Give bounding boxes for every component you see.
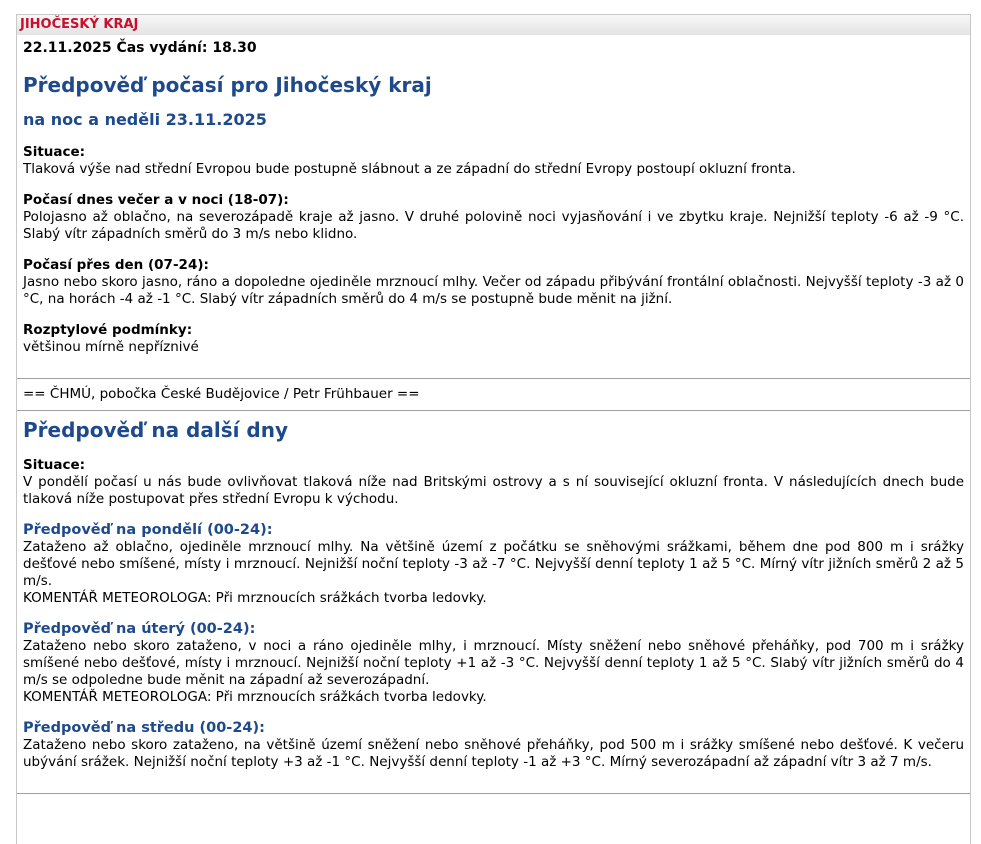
forecast-content xyxy=(17,40,970,794)
wednesday-section xyxy=(23,720,964,771)
next-situation-section xyxy=(23,457,964,508)
tuesday-comment: KOMENTÁŘ METEOROLOGA: Při mrznoucích srážkách tvorba ledovky. xyxy=(23,689,487,705)
day-label: Počasí přes den (07-24): xyxy=(23,257,209,273)
dispersion-text: většinou mírně nepříznivé xyxy=(23,339,199,355)
dispersion-label: Rozptylové podmínky: xyxy=(23,322,193,338)
night-text: Polojasno až oblačno, na severozápadě kraje až jasno. V druhé polovině noci vyjasňování i ve zbytku kraje. Nejnižší teploty -6 až -9 °C. Slabý vítr západních směrů do 3 m/s nebo klidno. xyxy=(23,209,964,242)
wednesday-label: Předpověď na středu (00-24): xyxy=(23,720,265,736)
tuesday-label: Předpověď na úterý (00-24): xyxy=(23,621,256,637)
region-header: JIHOČESKÝ KRAJ xyxy=(17,15,970,35)
forecast-subtitle: na noc a neděli 23.11.2025 xyxy=(23,110,267,129)
situation-section xyxy=(23,144,964,178)
situation-label: Situace: xyxy=(23,144,86,160)
divider xyxy=(17,793,970,794)
night-label: Počasí dnes večer a v noci (18-07): xyxy=(23,192,289,208)
next-situation-label: Situace: xyxy=(23,457,86,473)
next-situation-text: V pondělí počasí u nás bude ovlivňovat tlaková níže nad Britskými ostrovy a s ní související okluzní fronta. V následujících dnech bude tlaková níže postupovat přes střední Evropu k východu. xyxy=(23,474,964,507)
monday-comment: KOMENTÁŘ METEOROLOGA: Při mrznoucích srážkách tvorba ledovky. xyxy=(23,590,487,606)
author-line: == ČHMÚ, pobočka České Budějovice / Petr Frühbauer == xyxy=(23,386,420,402)
day-section xyxy=(23,257,964,308)
monday-text: Zataženo až oblačno, ojediněle mrznoucí mlhy. Na většině území z počátku se sněhovými srážkami, během dne pod 800 m i srážky dešťové nebo smíšené, místy i mrznoucí. Nejnižší noční teploty -3 až -7 °C. Nejvyšší denní teploty 1 až 5 °C. Mírný vítr jižních směrů 2 až 5 m/s. xyxy=(23,539,964,589)
monday-section xyxy=(23,522,964,607)
forecast-title: Předpověď počasí pro Jihočeský kraj xyxy=(23,73,432,97)
dispersion-section xyxy=(23,322,964,356)
next-days-title: Předpověď na další dny xyxy=(23,418,289,442)
forecast-panel xyxy=(16,14,971,844)
day-text: Jasno nebo skoro jasno, ráno a dopoledne ojediněle mrznoucí mlhy. Večer od západu přibývání frontální oblačnosti. Nejvyšší teploty -3 až 0 °C, na horách -4 až -1 °C. Slabý vítr západních směrů do 4 m/s se postupně bude měnit na jižní. xyxy=(23,274,964,307)
monday-label: Předpověď na pondělí (00-24): xyxy=(23,522,273,538)
issue-date-time: 22.11.2025 Čas vydání: 18.30 xyxy=(23,40,257,56)
tuesday-text: Zataženo nebo skoro zataženo, v noci a ráno ojediněle mlhy, i mrznoucí. Místy sněžení nebo sněhové přeháňky, pod 700 m i srážky smíšené nebo dešťové, místy i mrznoucí. Nejnižší noční teploty +1 až -3 °C. Nejvyšší denní teploty 1 až 5 °C. Slabý vítr jižních směrů do 4 m/s se odpoledne bude měnit na západní až severozápadní. xyxy=(23,638,964,688)
wednesday-text: Zataženo nebo skoro zataženo, na většině území sněžení nebo sněhové přeháňky, pod 500 m i srážky smíšené nebo dešťové. K večeru ubývání srážek. Nejnižší noční teploty +3 až -1 °C. Nejvyšší denní teploty -1 až +3 °C. Mírný severozápadní až západní vítr 3 až 7 m/s. xyxy=(23,737,964,770)
night-section xyxy=(23,192,964,243)
situation-text: Tlaková výše nad střední Evropou bude postupně slábnout a ze západní do střední Evropy postoupí okluzní fronta. xyxy=(23,161,796,177)
tuesday-section xyxy=(23,621,964,706)
divider xyxy=(17,410,970,411)
